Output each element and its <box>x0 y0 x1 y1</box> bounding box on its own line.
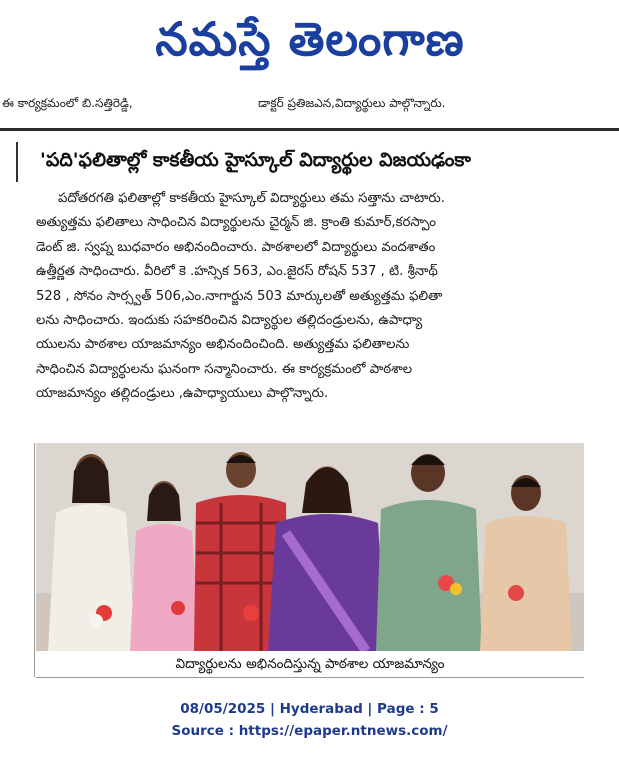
article-line: అత్యుత్తమ ఫలితాలు సాధించిన విద్యార్థులను చైర్మన్ జి. క్రాంతి కుమార్,కరస్పాం <box>36 215 436 231</box>
article-line: లను సాధించారు. ఇందుకు సహకరించిన విద్యార్థుల తల్లిదండ్రులను, ఉపాధ్యా <box>36 312 423 328</box>
section-divider <box>0 128 619 131</box>
footer-date-city-page: 08/05/2025 | Hyderabad | Page : 5 <box>180 701 439 717</box>
article-line: పదోతరగతి ఫలితాల్లో కాకతీయ హైస్కూల్ విద్యార్థులు తమ సత్తాను చాటారు. <box>58 191 445 206</box>
column-rule <box>34 443 35 677</box>
article-headline: 'పది'ఫలితాల్లో కాకతీయ హైస్కూల్ విద్యార్థుల విజయఢంకా <box>16 142 604 182</box>
article-line: 528 , సోనం సార్స్వత్ 506,ఎం.నాగార్జున 503 మార్కులతో అత్యుత్తమ ఫలితా <box>36 288 443 304</box>
group-photo-illustration <box>36 443 584 651</box>
article-line: ఉత్తీర్ణత సాధించారు. వీరిలో కె .హన్సిక 563, ఎం.జైరస్ రోషన్ 537 , టి. శ్రీనాథ్ <box>36 264 438 280</box>
article-line: డెంట్ జి. స్వప్న బుధవారం అభినందించారు. పాఠశాలలో విద్యార్థులు వందశాతం <box>36 239 436 255</box>
article-line: సాధించిన విద్యార్థులను ఘనంగా సన్మానించారు. ఈ కార్యక్రమంలో పాఠశాల <box>36 361 413 377</box>
newspaper-masthead <box>0 0 619 80</box>
previous-article-strip <box>0 92 619 114</box>
article-photo <box>36 443 584 651</box>
footer-source: Source : https://epaper.ntnews.com/ <box>171 723 448 739</box>
masthead-logo-text: నమస్తే తెలంగాణ <box>155 12 465 66</box>
photo-caption: విద్యార్థులను అభినందిస్తున్న పాఠశాల యాజమాన్యం <box>36 651 584 678</box>
previous-article-text-right: డాక్టర్ ప్రతిజఎన,విద్యార్థులు పాల్గొన్నారు. <box>258 96 446 110</box>
article-body <box>36 187 598 407</box>
article-line: యులను పాఠశాల యాజమాన్యం అభినందించింది. అత్యుత్తమ ఫలితాలను <box>36 337 410 353</box>
article-line: యాజమాన్యం తల్లిదండ్రులు ,ఉపాధ్యాయులు పాల్గొన్నారు. <box>36 386 329 402</box>
page-footer <box>0 698 619 742</box>
previous-article-text-left: ఈ కార్యక్రమంలో బి.సత్తిరెడ్డి, <box>2 96 133 110</box>
